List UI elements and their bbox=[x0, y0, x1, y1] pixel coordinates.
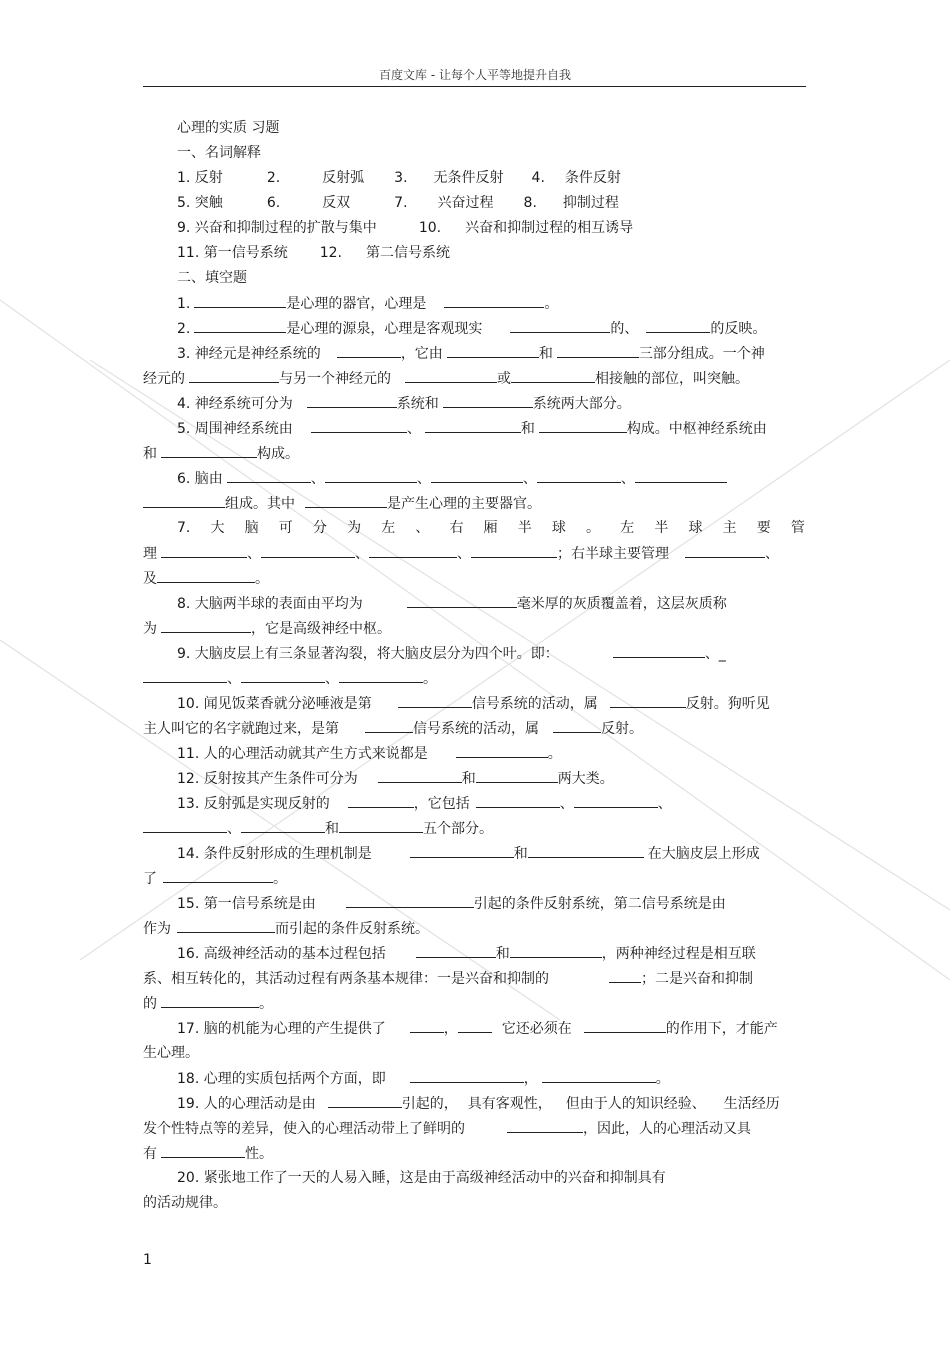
answer-blank[interactable] bbox=[610, 693, 686, 708]
term-text: 5. 突触 bbox=[177, 195, 223, 211]
answer-blank[interactable] bbox=[444, 293, 544, 308]
answer-blank[interactable] bbox=[328, 1093, 402, 1108]
answer-blank[interactable] bbox=[410, 1018, 444, 1033]
answer-blank[interactable] bbox=[161, 1143, 245, 1158]
term-text: 反射弧 bbox=[322, 170, 365, 186]
answer-blank[interactable] bbox=[476, 793, 560, 808]
question-12: 12. 反射按其产生条件可分为 和 两大类。 bbox=[177, 768, 614, 789]
answer-blank[interactable] bbox=[311, 418, 407, 433]
question-17-cont: 生心理。 bbox=[143, 1045, 199, 1061]
question-19-cont2: 有 性。 bbox=[143, 1143, 273, 1164]
answer-blank[interactable] bbox=[163, 868, 273, 883]
term-text: 条件反射 bbox=[564, 170, 621, 186]
answer-blank[interactable] bbox=[447, 343, 539, 358]
question-18: 18. 心理的实质包括两个方面，即 ， 。 bbox=[177, 1068, 670, 1089]
answer-blank[interactable] bbox=[143, 668, 227, 683]
question-2: 2. 是心理的源泉，心理是客观现实 的、 的反映。 bbox=[177, 318, 766, 339]
term-text: 兴奋和抑制过程的相互诱导 bbox=[465, 220, 634, 236]
answer-blank[interactable] bbox=[542, 1068, 656, 1083]
answer-blank[interactable] bbox=[471, 543, 557, 558]
answer-blank[interactable] bbox=[305, 493, 387, 508]
term-text: 9. 兴奋和抑制过程的扩散与集中 bbox=[177, 220, 377, 236]
answer-blank[interactable] bbox=[325, 468, 417, 483]
answer-blank[interactable] bbox=[510, 318, 610, 333]
answer-blank[interactable] bbox=[194, 293, 286, 308]
term-text: 无条件反射 bbox=[433, 170, 504, 186]
question-14-cont: 了 。 bbox=[143, 868, 287, 889]
question-1: 1. 是心理的器官，心理是 。 bbox=[177, 293, 558, 314]
answer-blank[interactable] bbox=[553, 718, 601, 733]
answer-blank[interactable] bbox=[346, 893, 474, 908]
term-text: 反双 bbox=[322, 195, 351, 211]
question-6: 6. 脑由 、 、 、 、 bbox=[177, 468, 727, 489]
answer-blank[interactable] bbox=[143, 818, 227, 833]
question-10: 10. 闻见饭菜香就分泌唾液是第 信号系统的活动，属 反射。狗听见 bbox=[177, 693, 770, 714]
answer-blank[interactable] bbox=[557, 343, 639, 358]
answer-blank[interactable] bbox=[241, 818, 325, 833]
answer-blank[interactable] bbox=[365, 718, 413, 733]
question-5: 5. 周围神经系统由 、 和 构成。中枢神经系统由 bbox=[177, 418, 767, 439]
question-9-cont: 、 、 。 bbox=[143, 668, 437, 689]
answer-blank[interactable] bbox=[227, 468, 311, 483]
question-10-cont: 主人叫它的名字就跑过来，是第 信号系统的活动，属 反射。 bbox=[143, 718, 643, 739]
question-15: 15. 第一信号系统是由 引起的条件反射系统，第二信号系统是由 bbox=[177, 893, 726, 914]
question-16-cont2: 的 。 bbox=[143, 993, 273, 1014]
term-text: 4. bbox=[531, 170, 545, 186]
answer-blank[interactable] bbox=[143, 493, 225, 508]
doc-title: 心理的实质 习题 bbox=[177, 120, 280, 136]
answer-blank[interactable] bbox=[584, 1018, 666, 1033]
question-15-cont: 作为 而引起的条件反射系统。 bbox=[143, 918, 429, 939]
answer-blank[interactable] bbox=[410, 843, 514, 858]
question-19: 19. 人的心理活动是由 引起的， 具有客观性， 但由于人的知识经验、 生活经历 bbox=[177, 1093, 780, 1114]
answer-blank[interactable] bbox=[378, 768, 462, 783]
answer-blank[interactable] bbox=[161, 993, 259, 1008]
term-text: 兴奋过程 bbox=[437, 195, 494, 211]
answer-blank[interactable] bbox=[613, 643, 705, 658]
answer-blank[interactable] bbox=[635, 468, 727, 483]
section-heading-2: 二、填空题 bbox=[177, 270, 247, 286]
answer-blank[interactable] bbox=[476, 768, 558, 783]
question-3: 3. 神经元是神经系统的 ，它由 和 三部分组成。一个神 bbox=[177, 343, 765, 364]
answer-blank[interactable] bbox=[348, 793, 414, 808]
term-row-4 bbox=[177, 243, 450, 263]
answer-blank[interactable] bbox=[416, 943, 496, 958]
header-rule bbox=[143, 86, 806, 87]
answer-blank[interactable] bbox=[431, 468, 523, 483]
question-5-cont: 和 构成。 bbox=[143, 443, 299, 464]
answer-blank[interactable] bbox=[609, 968, 641, 983]
question-17: 17. 脑的机能为心理的产生提供了 ， 它还必须在 的作用下，才能产 bbox=[177, 1018, 778, 1039]
term-text: 抑制过程 bbox=[562, 195, 619, 211]
answer-blank[interactable] bbox=[537, 468, 621, 483]
term-row-1 bbox=[177, 168, 621, 188]
question-7: 7. 大 脑 可 分 为 左 、 右 厢 半 球 。 左 半 球 主 要 管 bbox=[177, 520, 805, 536]
question-8-cont: 为 ，它是高级神经中枢。 bbox=[143, 618, 391, 639]
answer-blank[interactable] bbox=[161, 443, 257, 458]
answer-blank[interactable] bbox=[161, 618, 251, 633]
page-header: 百度文库 - 让每个人平等地提升自我 bbox=[379, 68, 571, 82]
answer-blank[interactable] bbox=[189, 368, 279, 383]
question-9: 9. 大脑皮层上有三条显著沟裂，将大脑皮层分为四个叶。即： 、_ bbox=[177, 643, 726, 664]
answer-blank[interactable] bbox=[398, 693, 472, 708]
term-text: 2. bbox=[266, 170, 281, 186]
answer-blank[interactable] bbox=[574, 793, 658, 808]
answer-blank[interactable] bbox=[337, 343, 401, 358]
answer-blank[interactable] bbox=[407, 593, 517, 608]
answer-blank[interactable] bbox=[161, 543, 247, 558]
answer-blank[interactable] bbox=[369, 543, 457, 558]
answer-blank[interactable] bbox=[194, 318, 286, 333]
question-16: 16. 高级神经活动的基本过程包括 和 ，两种神经过程是相互联 bbox=[177, 943, 756, 964]
answer-blank[interactable] bbox=[307, 393, 397, 408]
question-7-cont2: 及 。 bbox=[143, 568, 269, 589]
term-text: 7. bbox=[394, 195, 408, 211]
answer-blank[interactable] bbox=[410, 1068, 524, 1083]
question-3-cont: 经元的 与另一个神经元的 或 相接触的部位，叫突触。 bbox=[143, 368, 749, 389]
term-text: 8. bbox=[523, 195, 537, 211]
answer-blank[interactable] bbox=[157, 568, 255, 583]
term-text: 11. 第一信号系统 bbox=[177, 245, 288, 261]
answer-blank[interactable] bbox=[241, 668, 325, 683]
answer-blank[interactable] bbox=[261, 543, 355, 558]
answer-blank[interactable] bbox=[511, 368, 595, 383]
question-13-cont: 、 和 五个部分。 bbox=[143, 818, 493, 839]
answer-blank[interactable] bbox=[458, 1018, 492, 1033]
answer-blank[interactable] bbox=[456, 743, 548, 758]
question-6-cont: 组成。其中 是产生心理的主要器官。 bbox=[143, 493, 541, 514]
term-text: 6. bbox=[266, 195, 281, 211]
term-row-2 bbox=[177, 193, 619, 213]
answer-blank[interactable] bbox=[405, 368, 497, 383]
term-text: 第二信号系统 bbox=[365, 245, 450, 261]
answer-blank[interactable] bbox=[528, 843, 644, 858]
answer-blank[interactable] bbox=[443, 393, 533, 408]
question-16-cont: 系、相互转化的，其活动过程有两条基本规律：一是兴奋和抑制的 ；二是兴奋和抑制 bbox=[143, 968, 753, 989]
question-8: 8. 大脑两半球的表面由平均为 毫米厚的灰质覆盖着，这层灰质称 bbox=[177, 593, 727, 614]
question-20: 20. 紧张地工作了一天的人易入睡，这是由于高级神经活动中的兴奋和抑制具有 bbox=[177, 1170, 666, 1186]
term-text: 10. bbox=[418, 220, 442, 236]
answer-blank[interactable] bbox=[339, 668, 423, 683]
question-4: 4. 神经系统可分为 系统和 系统两大部分。 bbox=[177, 393, 631, 414]
answer-blank[interactable] bbox=[646, 318, 710, 333]
question-19-cont: 发个性特点等的差异，使入的心理活动带上了鲜明的 ，因此，人的心理活动又具 bbox=[143, 1118, 751, 1139]
answer-blank[interactable] bbox=[339, 818, 423, 833]
question-7-cont: 理 、 、 、 ；右半球主要管理 、 bbox=[143, 543, 779, 564]
answer-blank[interactable] bbox=[510, 943, 602, 958]
section-heading-1: 一、名词解释 bbox=[177, 145, 261, 161]
term-row-3 bbox=[177, 218, 633, 238]
answer-blank[interactable] bbox=[177, 918, 275, 933]
question-13: 13. 反射弧是实现反射的 ，它包括 、 、 bbox=[177, 793, 672, 814]
term-text: 3. bbox=[394, 170, 408, 186]
answer-blank[interactable] bbox=[539, 418, 627, 433]
question-14: 14. 条件反射形成的生理机制是 和 在大脑皮层上形成 bbox=[177, 843, 760, 864]
answer-blank[interactable] bbox=[507, 1118, 583, 1133]
term-text: 12. bbox=[319, 245, 342, 261]
term-text: 1. 反射 bbox=[177, 170, 223, 186]
answer-blank[interactable] bbox=[685, 543, 765, 558]
question-20-cont: 的活动规律。 bbox=[143, 1195, 227, 1211]
answer-blank[interactable] bbox=[425, 418, 521, 433]
page-number: 1 bbox=[143, 1252, 152, 1268]
question-11: 11. 人的心理活动就其产生方式来说都是 。 bbox=[177, 743, 562, 764]
